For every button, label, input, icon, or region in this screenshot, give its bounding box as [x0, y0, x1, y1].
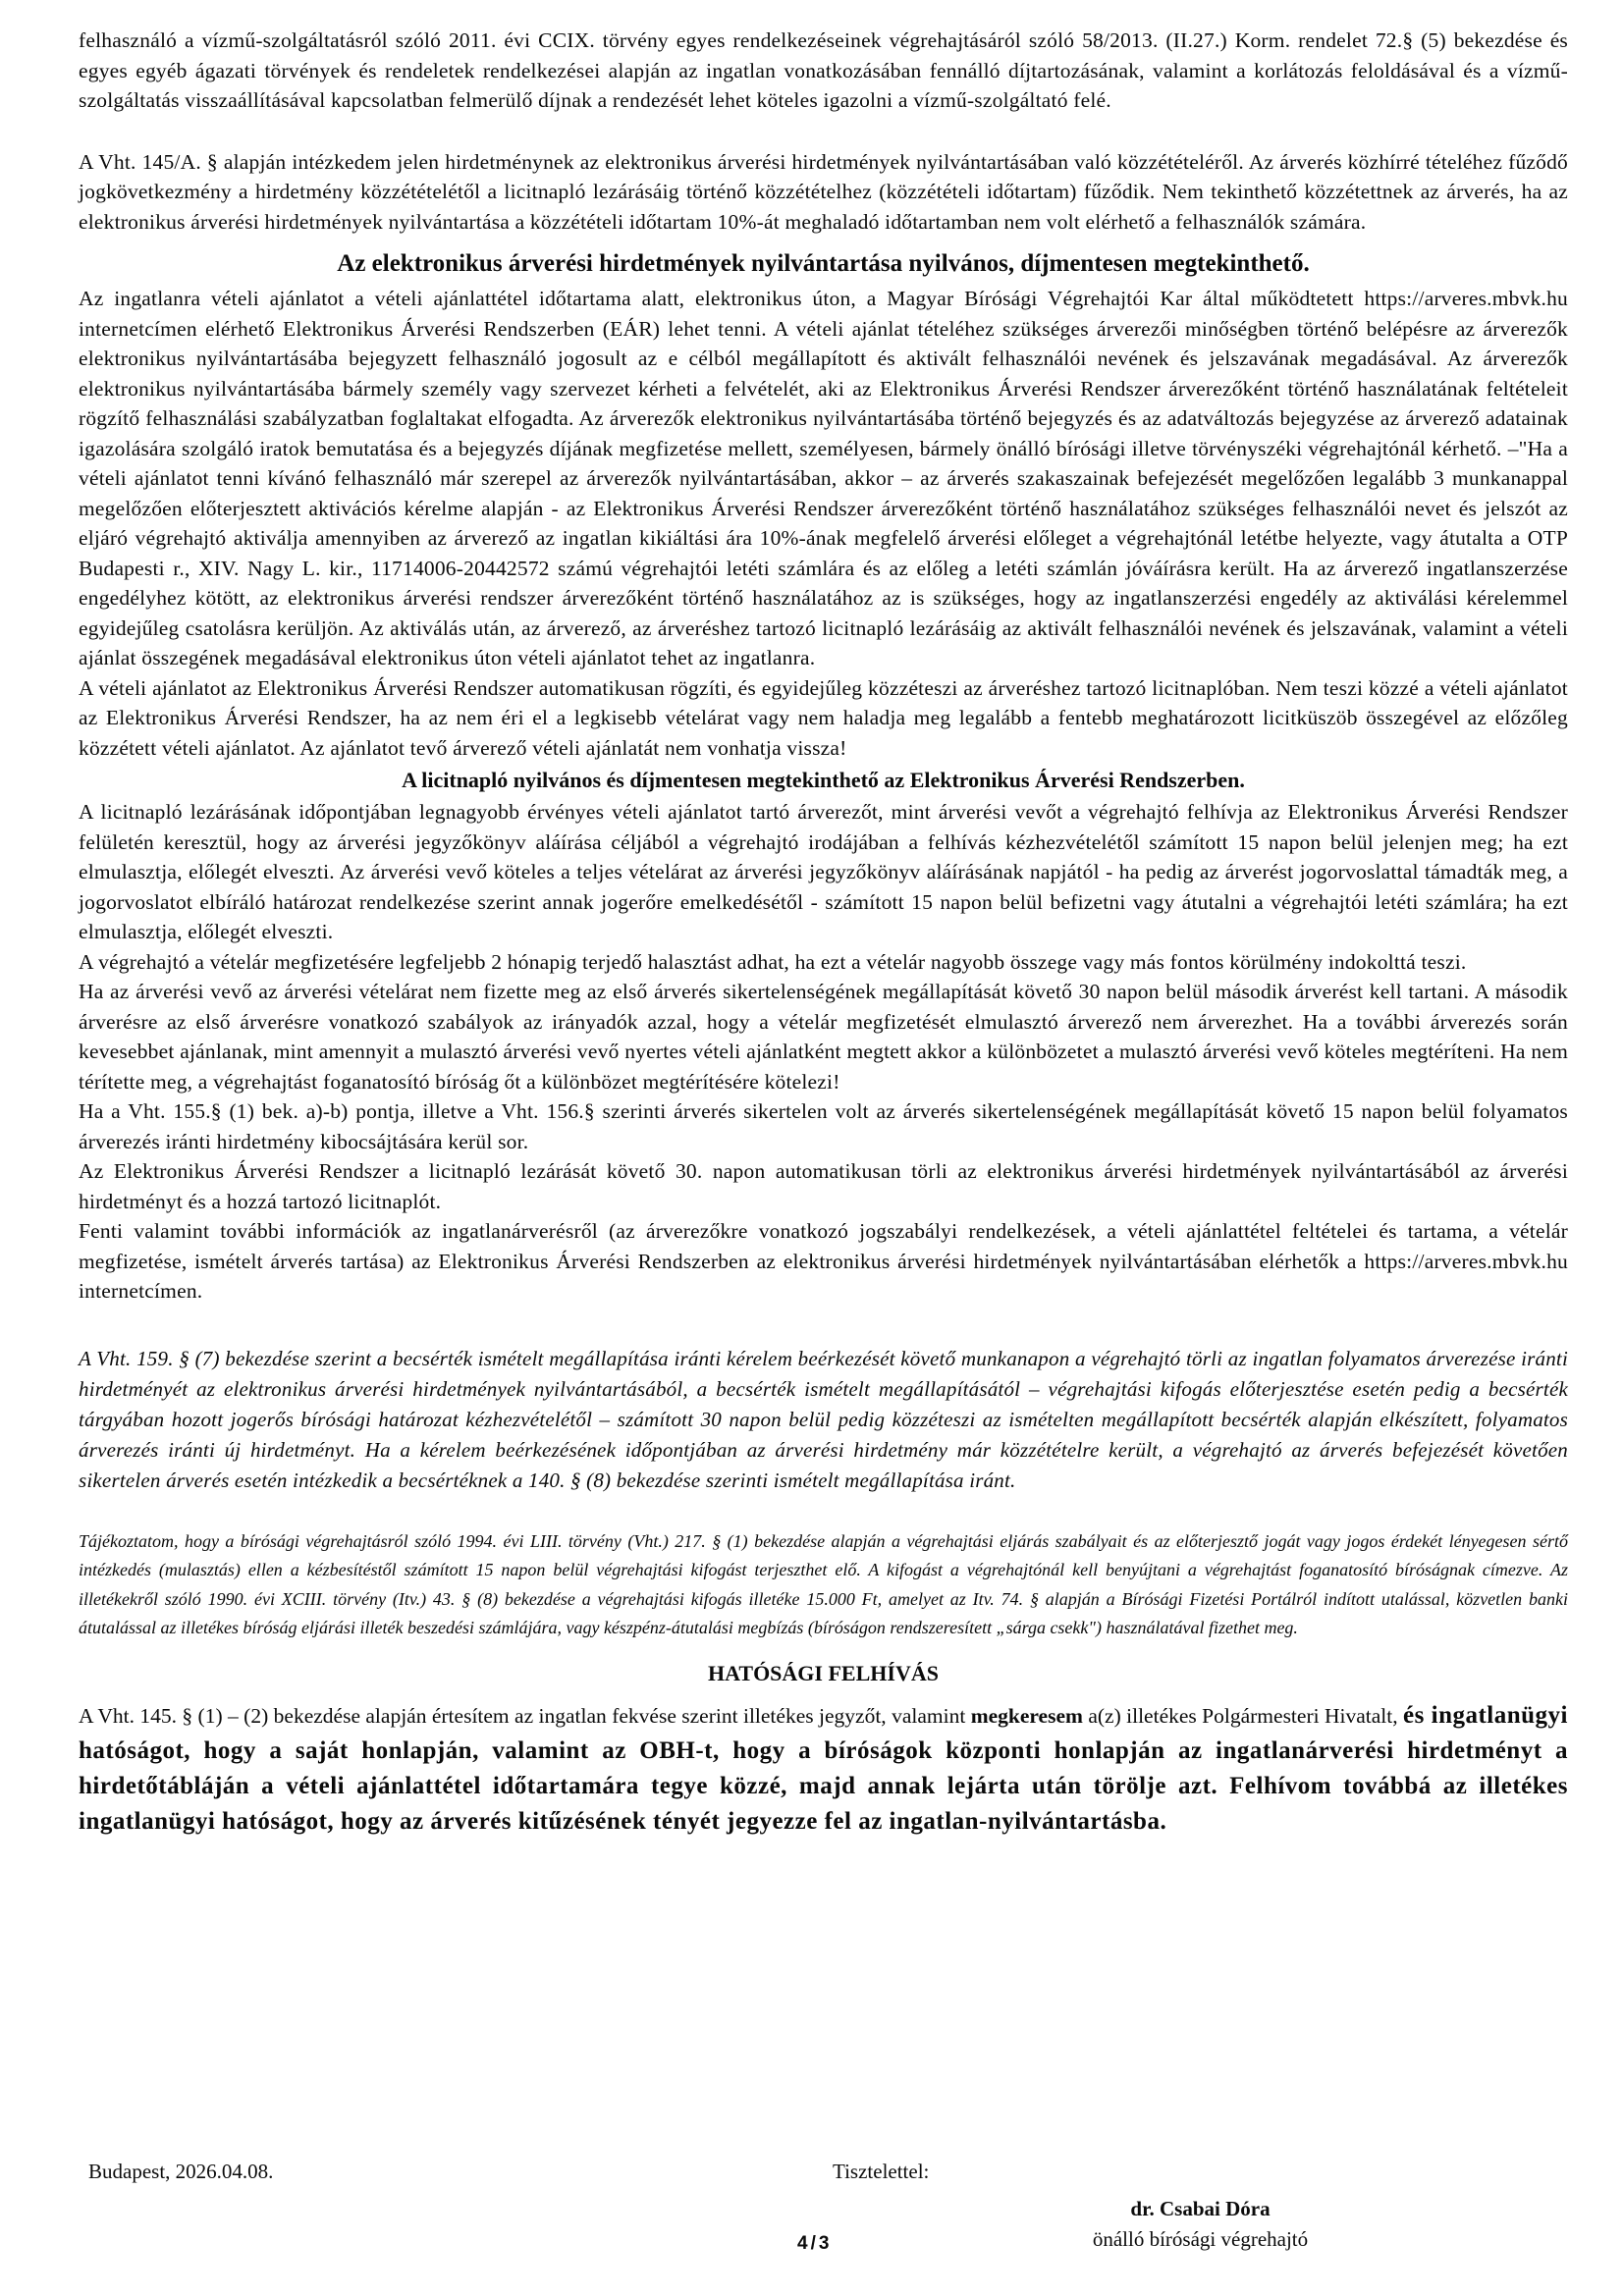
- heading-bid-log-public: A licitnapló nyilvános és díjmentesen megtekinthető az Elektronikus Árverési Rendszerben.: [402, 768, 1245, 792]
- signature-block: [1021, 2197, 1380, 2252]
- paragraph-vht-217-objection: Tájékoztatom, hogy a bírósági végrehajtásról szóló 1994. évi LIII. törvény (Vht.) 217. § (1) bekezdése alapján a végrehajtási eljárás szabályait és az előterjesztő jogát vagy jogos érdekét lényegesen sértő intézkedés (mulasztás) ellen a kézbesítéstől számított 15 napon belül végrehajtási kifogást terjeszthet elő. A kifogást a végrehajtónál kell benyújtani a végrehajtást foganatosító bíróságnak címezve. Az illetékekről szóló 1990. évi XCIII. törvény (Itv.) 43. § (8) bekezdése a végrehajtási kifogás illetéke 15.000 Ft, amelyet az Itv. 74. § alapján a Bírósági Fizetési Portálról indított utalással, közvetlen banki átutalással az illetékes bíróság eljárási illeték beszedési számlájára, vagy készpénz-átutalási megbízás (bíróságon rendszeresített „sárga csekk") használatával fizethet meg.: [79, 1530, 1568, 1637]
- paragraph-vht-159-estimated-value: A Vht. 159. § (7) bekezdése szerint a becsérték ismételt megállapítása iránti kérelem beérkezését követő munkanapon a végrehajtó törli az ingatlan folyamatos árverezése iránti hirdetményét az elektronikus árverési hirdetmények nyilvántartásából, a becsérték ismételt megállapításától – végrehajtási kifogás előterjesztése esetén pedig a becsérték tárgyában hozott jogerős bírósági határozat kézhezvételétől – számított 30 napon belül pedig közzéteszi az ismételten megállapított becsérték alapján elkészített, folyamatos árverezés iránti új hirdetményt. Ha a kérelem beérkezésének időpontjában az árverési hirdetmény már közzétételre került, a végrehajtó az árverés befejezését követően sikertelen árverés esetén intézkedik a becsértéknek a 140. § (8) bekezdése szerinti ismételt megállapítása iránt.: [79, 1346, 1568, 1492]
- authority-notification-bold-contact: megkeresem: [970, 1703, 1083, 1728]
- paragraph-payment-deferral: A végrehajtó a vételár megfizetésére legfeljebb 2 hónapig terjedő halasztást adhat, ha ezt a vételár nagyobb összege vagy más fontos körülmény indokolttá teszi.: [79, 949, 1467, 974]
- paragraph-bid-recording: A vételi ajánlatot az Elektronikus Árverési Rendszer automatikusan rögzíti, és egyidejűleg közzéteszi az árveréshez tartozó licitnaplóban. Nem teszi közzé a vételi ajánlatot az Elektronikus Árverési Rendszer, ha az nem éri el a legkisebb vételárat vagy nem haladja meg legalább a fentebb meghatározott licitküszöb összegével az előzőleg közzétett vételi ajánlatot. Az ajánlatot tevő árverező vételi ajánlatát nem vonhatja vissza!: [79, 675, 1568, 760]
- paragraph-water-service-debt: felhasználó a vízmű-szolgáltatásról szóló 2011. évi CCIX. törvény egyes rendelkezéseinek végrehajtásáról szóló 58/2013. (II.27.) Korm. rendelet 72.§ (5) bekezdése és egyes egyéb ágazati törvények és rendeletek rendelkezései alapján az ingatlan vonatkozásában fennálló díjtartozásának, valamint a korlátozás feloldásával és a vízmű-szolgáltatás visszaállításával kapcsolatban felmerülő díjnak a rendezését lehet köteles igazolni a vízmű-szolgáltató felé.: [79, 28, 1568, 112]
- signer-title: önálló bírósági végrehajtó: [1092, 2227, 1309, 2251]
- signer-name: dr. Csabai Dóra: [1130, 2197, 1271, 2220]
- authority-notification-intro: A Vht. 145. § (1) – (2) bekezdése alapján értesítem az ingatlan fekvése szerint illetékes jegyzőt, valamint: [79, 1703, 971, 1728]
- paragraph-winning-bidder-obligations: A licitnapló lezárásának időpontjában legnagyobb érvényes vételi ajánlatot tartó árverezőt, mint árverési vevőt a végrehajtó felhívja az Elektronikus Árverési Rendszer felületén keresztül, hogy az árverési jegyzőkönyv aláírása céljából a végrehajtó irodájában a felhívás kézhezvételétől számított 15 napon belül jelenjen meg; ha ezt elmulasztja, előlegét elveszti. Az árverési vevő köteles a teljes vételárat az árverési jegyzőkönyv aláírásának napjától - ha pedig az árverést jogorvoslattal támadták meg, a jogorvoslatot elbíráló határozat rendelkezése szerint annak jogerőre emelkedésétől - számított 15 napon belül befizetni vagy átutalni a végrehajtói letéti számlára; ha ezt elmulasztja, előlegét elveszti.: [79, 800, 1568, 943]
- heading-registry-public: Az elektronikus árverési hirdetmények nyilvántartása nyilvános, díjmentesen megtekinthető.: [337, 250, 1310, 277]
- paragraph-further-information: Fenti valamint további információk az ingatlanárverésről (az árverezőkre vonatkozó jogszabályi rendelkezések, a vételi ajánlattétel feltételei és tartama, a vételár megfizetése, ismételt árverés tartása) az Elektronikus Árverési Rendszerben az elektronikus árverési hirdetmények nyilvántartásában elérhetők a https://arveres.mbvk.hu internetcímen.: [79, 1219, 1568, 1303]
- authority-notification-bold-request: és ingatlanügyi hatóságot, hogy a saját honlapján, valamint az OBH-t, hogy a bíróságok központi honlapján az ingatlanárverési hirdetményt a hirdetőtábláján a vételi ajánlattétel időtartamára tegye közzé, majd annak lejárta után törölje azt. Felhívom továbbá az illetékes ingatlanügyi hatóságot, hogy az árverés kitűzésének tényét jegyezze fel az ingatlan-nyilvántartásba.: [79, 1701, 1569, 1835]
- paragraph-continuous-auction-notice: Ha a Vht. 155.§ (1) bek. a)-b) pontja, illetve a Vht. 156.§ szerinti árverés sikertelen volt az árverés sikertelenségének megállapítását követő 15 napon belül folyamatos árverezés iránti hirdetmény kibocsájtására kerül sor.: [79, 1099, 1568, 1153]
- authority-notification-mid: a(z) illetékes Polgármesteri Hivatalt,: [1082, 1703, 1404, 1728]
- paragraph-authority-notification: [79, 1698, 1568, 1840]
- page-number: 4/3: [797, 2233, 833, 2254]
- paragraph-ear-bidding-rules: Az ingatlanra vételi ajánlatot a vételi ajánlattétel időtartama alatt, elektronikus úton, a Magyar Bírósági Végrehajtói Kar által működtetett https://arveres.mbvk.hu internetcímen elérhető Elektronikus Árverési Rendszerben (EÁR) lehet tenni. A vételi ajánlat tételéhez szükséges árverezői minőségben történő belépésre az árverezők elektronikus nyilvántartásába bejegyzett felhasználó jogosult az e célból megállapított és aktivált felhasználói nevének és jelszavának megadásával. Az árverezők elektronikus nyilvántartásába bármely személy vagy szervezet kérheti a felvételét, aki az Elektronikus Árverési Rendszer árverezőként történő használatának feltételeit rögzítő felhasználási szabályzatban foglaltakat elfogadta. Az árverezők elektronikus nyilvántartásába történő bejegyzés és az adatváltozás bejegyzése az árverező adatainak igazolására szolgáló iratok bemutatása és a bejegyzés díjának megfizetése mellett, személyesen, bármely önálló bírósági illetve törvényszéki végrehajtónál kérhető. –"Ha a vételi ajánlatot tenni kívánó felhasználó már szerepel az árverezők nyilvántartásában, akkor – az árverés szakaszainak befejezését megelőzően legalább 3 munkanappal megelőzően előterjesztett aktivációs kérelme alapján - az Elektronikus Árverési Rendszer árverezőként történő használatához szükséges felhasználói nevet és jelszót az eljáró végrehajtó aktiválja amennyiben az árverező az ingatlan kikiáltási ára 10%-ának megfelelő árverési előleget a végrehajtónál letétbe helyezte, vagy átutalta a OTP Budapesti r., XIV. Nagy L. kir., 11714006-20442572 számú végrehajtói letéti számlára és az előleg a letéti számlán jóváírásra került. Ha az árverező ingatlanszerzése engedélyhez kötött, az elektronikus árverési rendszer árverezőként történő használatához az is szükséges, hogy az ingatlanszerzési engedély az aktiválási kérelemmel egyidejűleg csatolásra kerüljön. Az aktiválás után, az árverező, az árveréshez tartozó licitnapló lezárásáig az aktivált felhasználói nevének és jelszavának, valamint a vételi ajánlat összegének megadásával elektronikus úton vételi ajánlatot tehet az ingatlanra.: [79, 287, 1568, 669]
- paragraph-vht-145a-publication: A Vht. 145/A. § alapján intézkedem jelen hirdetménynek az elektronikus árverési hirdetmények nyilvántartásában való közzétételéről. Az árverés közhírré tételéhez fűződő jogkövetkezmény a hirdetmény közzétételétől a licitnapló lezárásáig történő közzétételhez (közzétételi időtartam) fűződik. Nem tekinthető közzétettnek az árverés, ha az elektronikus árverési hirdetmények nyilvántartása a közzétételi időtartam 10%-át meghaladó időtartamban nem volt elérhető a felhasználók számára.: [79, 149, 1568, 234]
- heading-authority-call: HATÓSÁGI FELHÍVÁS: [708, 1660, 939, 1685]
- date-place: Budapest, 2026.04.08.: [88, 2160, 274, 2183]
- paragraph-second-auction: Ha az árverési vevő az árverési vételárat nem fizette meg az első árverés sikertelenségének megállapítását követő 30 napon belül második árverést kell tartani. A második árverésre az első árverésre vonatkozó szabályok az irányadók azzal, hogy a vételár megfizetését elmulasztó árverező nem árverezhet. Ha a további árverezés során kevesebbet ajánlanak, mint amennyit a mulasztó árverési vevő nyertes vételi ajánlatként megtett akkor a különbözetet a mulasztó árverési vevő köteles megtéríteni. Ha nem térítette meg, a végrehajtást foganatosító bíróság őt a különbözet megtérítésére kötelezi!: [79, 980, 1568, 1094]
- document-body: [79, 26, 1568, 1840]
- paragraph-auto-deletion: Az Elektronikus Árverési Rendszer a licitnapló lezárását követő 30. napon automatikusan törli az elektronikus árverési hirdetmények nyilvántartásából az árverési hirdetményt és a hozzá tartozó licitnaplót.: [79, 1159, 1568, 1213]
- salutation: Tisztelettel:: [833, 2160, 930, 2183]
